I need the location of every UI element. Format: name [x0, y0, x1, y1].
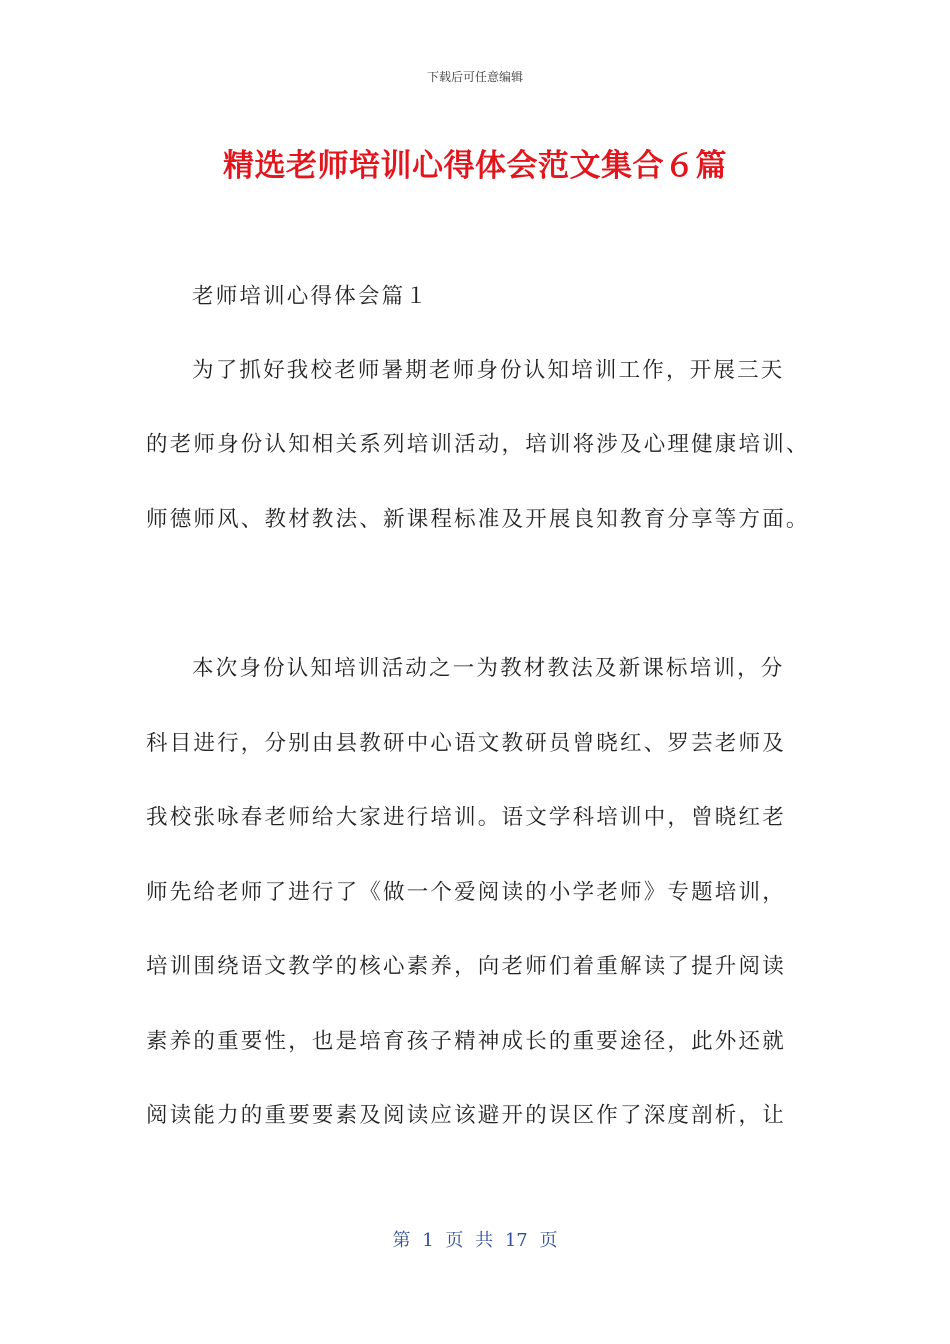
header-note: 下载后可任意编辑 [426, 70, 523, 84]
paragraph-line: 师先给老师了进行了《做一个爱阅读的小学老师》专题培训， [146, 880, 786, 905]
paragraph-line: 本次身份认知培训活动之一为教材教法及新课标培训，分 [192, 656, 785, 681]
section-heading: 老师培训心得体会篇１ [192, 284, 430, 309]
paragraph-line: 科目进行，分别由县教研中心语文教研员曾晓红、罗芸老师及 [146, 731, 786, 756]
paragraph-line: 我校张咏春老师给大家进行培训。语文学科培训中，曾晓红老 [146, 805, 786, 830]
paragraph-line: 师德师风、教材教法、新课程标准及开展良知教育分享等方面。 [146, 507, 810, 532]
paragraph-line: 素养的重要性，也是培育孩子精神成长的重要途径，此外还就 [146, 1029, 786, 1054]
paragraph-line: 的老师身份认知相关系列培训活动，培训将涉及心理健康培训、 [146, 432, 810, 457]
page-number-footer: 第 1 页 共 17 页 [392, 1230, 558, 1251]
paragraph-line: 培训围绕语文教学的核心素养，向老师们着重解读了提升阅读 [146, 954, 786, 979]
document-title: 精选老师培训心得体会范文集合６篇 [223, 148, 727, 184]
paragraph-line: 为了抓好我校老师暑期老师身份认知培训工作，开展三天 [192, 358, 785, 383]
paragraph-line: 阅读能力的重要要素及阅读应该避开的误区作了深度剖析，让 [146, 1103, 786, 1128]
